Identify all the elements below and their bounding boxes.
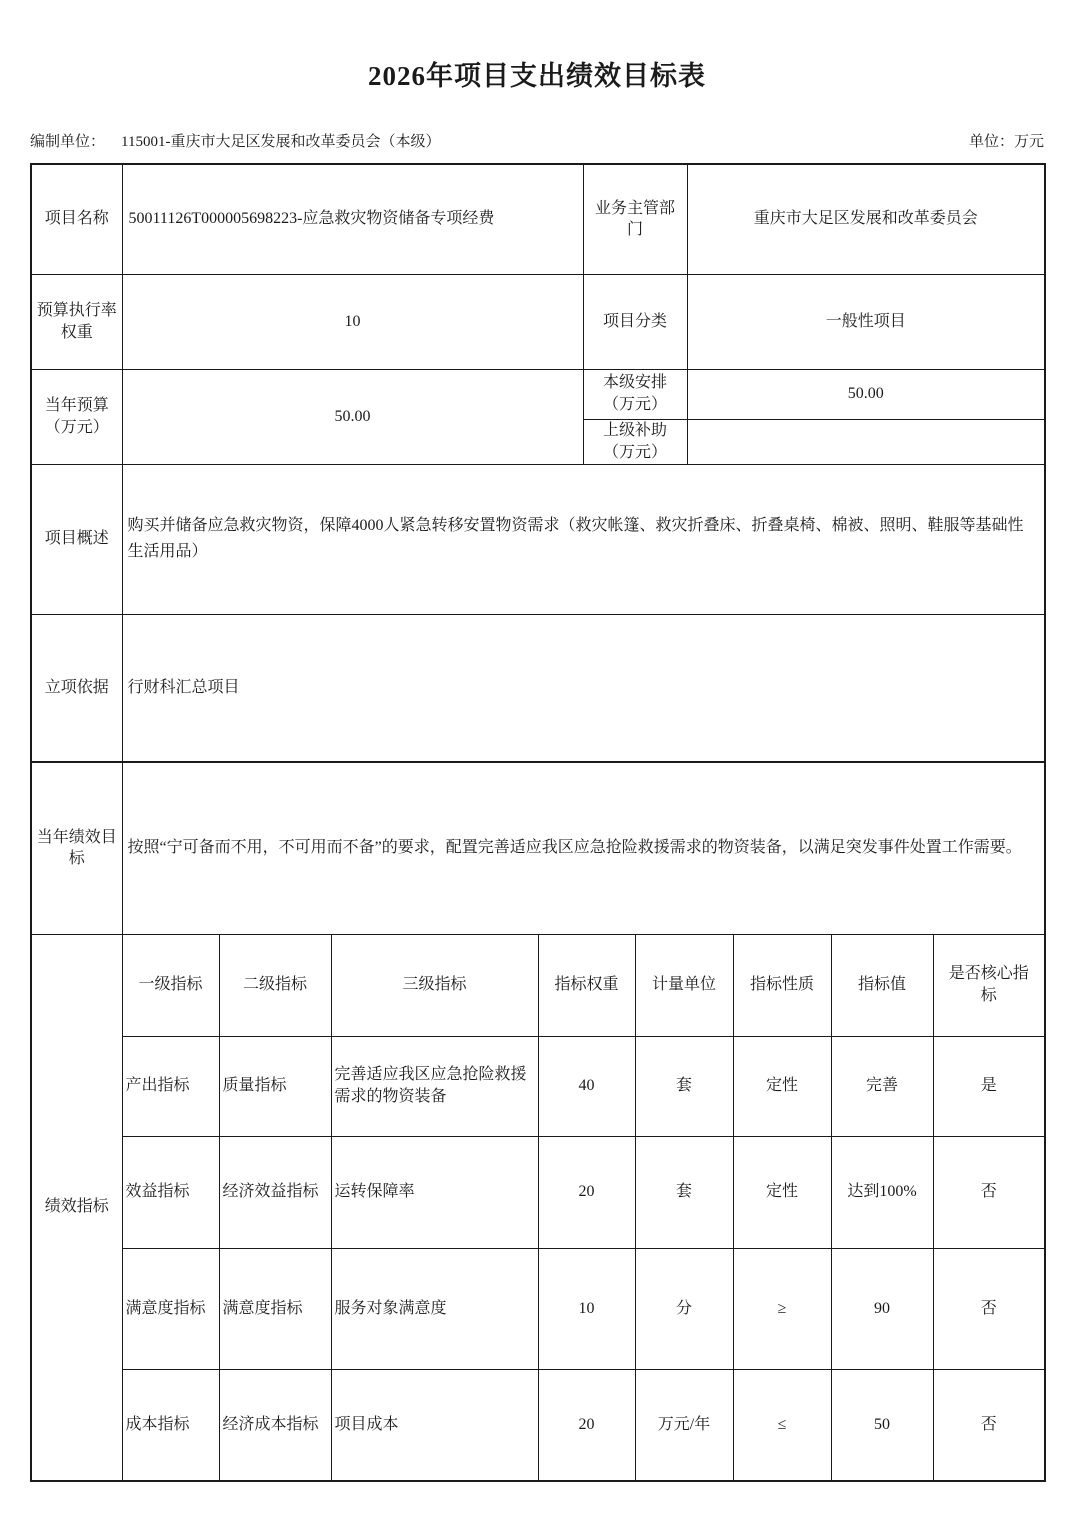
indicator-value: 完善 (831, 1036, 933, 1136)
goal-value: 按照“宁可备而不用，不可用而不备”的要求，配置完善适应我区应急抢险救援需求的物资装备，以满足突发事件处置工作需要。 (122, 762, 1045, 934)
indicator-level2: 满意度指标 (219, 1248, 331, 1369)
table-row (31, 369, 1045, 419)
table-row (31, 274, 1045, 369)
indicator-level3: 项目成本 (331, 1369, 538, 1481)
basis-label: 立项依据 (31, 614, 122, 762)
indicator-weight: 20 (538, 1136, 635, 1248)
indicator-value: 50 (831, 1369, 933, 1481)
category-label: 项目分类 (583, 274, 687, 369)
indicator-level2: 经济效益指标 (219, 1136, 331, 1248)
indicator-level1: 满意度指标 (122, 1248, 219, 1369)
own-arrange-value: 50.00 (687, 369, 1045, 419)
indicator-core: 否 (933, 1369, 1045, 1481)
indicator-nature: ≤ (733, 1369, 831, 1481)
table-row (31, 614, 1045, 762)
goal-label: 当年绩效目标 (31, 762, 122, 934)
indicator-unit: 套 (635, 1036, 733, 1136)
indicator-nature: 定性 (733, 1036, 831, 1136)
indicator-unit: 万元/年 (635, 1369, 733, 1481)
dept-value: 重庆市大足区发展和改革委员会 (687, 164, 1045, 274)
meta-row (30, 130, 1044, 151)
basis-value: 行财科汇总项目 (122, 614, 1045, 762)
indicator-value: 达到100% (831, 1136, 933, 1248)
overview-value: 购买并储备应急救灾物资，保障4000人紧急转移安置物资需求（救灾帐篷、救灾折叠床、折叠桌椅、棉被、照明、鞋服等基础性生活用品） (122, 464, 1045, 614)
indicator-section-label: 绩效指标 (31, 934, 122, 1481)
prepared-by-label: 编制单位： (30, 134, 106, 150)
category-value: 一般性项目 (687, 274, 1045, 369)
indicator-level2: 质量指标 (219, 1036, 331, 1136)
indicator-level1: 产出指标 (122, 1036, 219, 1136)
header-nature: 指标性质 (733, 934, 831, 1036)
indicator-level3: 服务对象满意度 (331, 1248, 538, 1369)
header-level1: 一级指标 (122, 934, 219, 1036)
indicator-value: 90 (831, 1248, 933, 1369)
subsidy-label: 上级补助（万元） (583, 419, 687, 464)
indicator-level1: 效益指标 (122, 1136, 219, 1248)
unit-note: 单位：万元 (968, 134, 1044, 150)
table-row (31, 762, 1045, 934)
indicator-row (31, 1036, 1045, 1136)
header-level3: 三级指标 (331, 934, 538, 1036)
indicator-weight: 20 (538, 1369, 635, 1481)
project-name-value: 50011126T000005698223-应急救灾物资储备专项经费 (122, 164, 583, 274)
header-weight: 指标权重 (538, 934, 635, 1036)
header-unit: 计量单位 (635, 934, 733, 1036)
page-title: 2026年项目支出绩效目标表 (368, 61, 706, 91)
indicator-nature: 定性 (733, 1136, 831, 1248)
subsidy-value (687, 419, 1045, 464)
indicator-core: 否 (933, 1136, 1045, 1248)
overview-label: 项目概述 (31, 464, 122, 614)
indicator-row (31, 1248, 1045, 1369)
budget-rate-value: 10 (122, 274, 583, 369)
budget-rate-label: 预算执行率权重 (31, 274, 122, 369)
prepared-by-value: 115001-重庆市大足区发展和改革委员会（本级） (121, 134, 441, 150)
project-info-table (30, 163, 1046, 935)
indicator-level1: 成本指标 (122, 1369, 219, 1481)
indicator-level3: 完善适应我区应急抢险救援需求的物资装备 (331, 1036, 538, 1136)
year-budget-value: 50.00 (122, 369, 583, 464)
indicator-weight: 10 (538, 1248, 635, 1369)
year-budget-label: 当年预算（万元） (31, 369, 122, 464)
table-row (31, 164, 1045, 274)
own-arrange-label: 本级安排（万元） (583, 369, 687, 419)
indicator-row (31, 1136, 1045, 1248)
table-row (31, 464, 1045, 614)
indicator-level2: 经济成本指标 (219, 1369, 331, 1481)
indicator-row (31, 1369, 1045, 1481)
indicator-weight: 40 (538, 1036, 635, 1136)
indicator-core: 是 (933, 1036, 1045, 1136)
header-level2: 二级指标 (219, 934, 331, 1036)
prepared-by (30, 130, 440, 151)
indicator-unit: 分 (635, 1248, 733, 1369)
indicator-table (30, 934, 1046, 1483)
header-core: 是否核心指标 (933, 934, 1045, 1036)
header-value: 指标值 (831, 934, 933, 1036)
project-name-label: 项目名称 (31, 164, 122, 274)
indicator-unit: 套 (635, 1136, 733, 1248)
indicator-level3: 运转保障率 (331, 1136, 538, 1248)
indicator-nature: ≥ (733, 1248, 831, 1369)
indicator-core: 否 (933, 1248, 1045, 1369)
indicator-header-row (31, 934, 1045, 1036)
dept-label: 业务主管部门 (583, 164, 687, 274)
